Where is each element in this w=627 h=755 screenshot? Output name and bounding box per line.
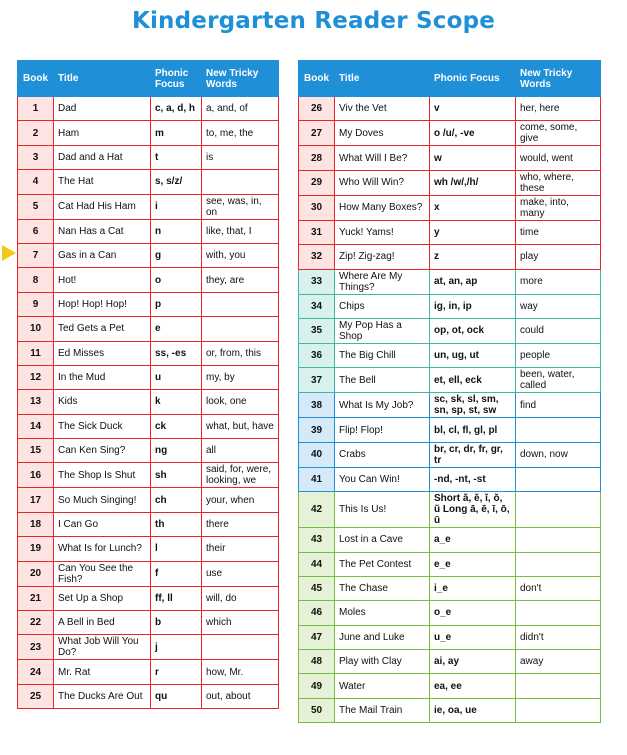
phonic-focus: op, ot, ock: [430, 318, 516, 343]
phonic-focus: f: [151, 561, 202, 586]
book-title: Play with Clay: [335, 650, 430, 674]
table-row: [18, 268, 279, 292]
tricky-words: [516, 674, 601, 698]
phonic-focus: m: [151, 121, 202, 145]
phonic-focus: l: [151, 537, 202, 561]
tricky-words: play: [516, 245, 601, 269]
phonic-focus: g: [151, 243, 202, 267]
book-number: 10: [18, 317, 54, 341]
tricky-words: [516, 492, 601, 528]
phonic-focus: -nd, -nt, -st: [430, 467, 516, 491]
tricky-words: [516, 698, 601, 722]
tricky-words: make, into, many: [516, 195, 601, 220]
book-number: 39: [299, 418, 335, 442]
tricky-words: out, about: [202, 684, 279, 708]
tricky-words: see, was, in, on: [202, 194, 279, 219]
book-number: 5: [18, 194, 54, 219]
book-title: The Bell: [335, 368, 430, 393]
book-title: Dad and a Hat: [54, 145, 151, 169]
book-title: Moles: [335, 601, 430, 625]
book-number: 11: [18, 341, 54, 365]
tricky-words: don't: [516, 576, 601, 600]
scope-table-books-26-50: [298, 60, 601, 723]
header-phonic-focus: Phonic Focus: [151, 61, 202, 97]
book-title: Set Up a Shop: [54, 586, 151, 610]
book-number: 14: [18, 414, 54, 438]
phonic-focus: o: [151, 268, 202, 292]
phonic-focus: at, an, ap: [430, 269, 516, 294]
header-new-tricky-words: New Tricky Words: [516, 61, 601, 97]
table-row: [299, 318, 601, 343]
phonic-focus: b: [151, 611, 202, 635]
book-number: 9: [18, 292, 54, 316]
book-number: 50: [299, 698, 335, 722]
phonic-focus: k: [151, 390, 202, 414]
page-title: Kindergarten Reader Scope: [131, 8, 496, 34]
phonic-focus: o /u/, -ve: [430, 121, 516, 146]
tricky-words: [202, 635, 279, 660]
book-number: 21: [18, 586, 54, 610]
book-title: I Can Go: [54, 512, 151, 536]
table-row: [18, 561, 279, 586]
tricky-words: away: [516, 650, 601, 674]
phonic-focus: Short ă, ĕ, ĭ, ŏ, ŭ Long ā, ē, ī, ō, ū: [430, 492, 516, 528]
book-number: 48: [299, 650, 335, 674]
book-number: 3: [18, 145, 54, 169]
phonic-focus: ch: [151, 488, 202, 512]
table-row: [18, 611, 279, 635]
phonic-focus: c, a, d, h: [151, 97, 202, 121]
book-title: A Bell in Bed: [54, 611, 151, 635]
current-book-marker-icon: [2, 245, 16, 261]
table-row: [18, 365, 279, 389]
book-title: Can Ken Sing?: [54, 439, 151, 463]
header-book: Book: [18, 61, 54, 97]
table-row: [299, 467, 601, 491]
book-number: 20: [18, 561, 54, 586]
book-number: 33: [299, 269, 335, 294]
tricky-words: or, from, this: [202, 341, 279, 365]
book-number: 1: [18, 97, 54, 121]
tricky-words: [516, 467, 601, 491]
table-row: [18, 414, 279, 438]
table-body-right: [299, 97, 601, 723]
tricky-words: said, for, were, looking, we: [202, 463, 279, 488]
header-title: Title: [54, 61, 151, 97]
book-title: Can You See the Fish?: [54, 561, 151, 586]
table-row: [299, 625, 601, 649]
book-title: How Many Boxes?: [335, 195, 430, 220]
phonic-focus: n: [151, 219, 202, 243]
book-title: What Job Will You Do?: [54, 635, 151, 660]
tricky-words: what, but, have: [202, 414, 279, 438]
phonic-focus: z: [430, 245, 516, 269]
book-number: 46: [299, 601, 335, 625]
table-row: [299, 601, 601, 625]
phonic-focus: y: [430, 220, 516, 244]
book-title: Cat Had His Ham: [54, 194, 151, 219]
phonic-focus: wh /w/,/h/: [430, 170, 516, 195]
phonic-focus: ng: [151, 439, 202, 463]
table-row: [18, 243, 279, 267]
table-row: [299, 576, 601, 600]
phonic-focus: e_e: [430, 552, 516, 576]
tricky-words: their: [202, 537, 279, 561]
phonic-focus: p: [151, 292, 202, 316]
tricky-words: a, and, of: [202, 97, 279, 121]
book-number: 4: [18, 170, 54, 194]
book-title: Who Will Win?: [335, 170, 430, 195]
book-title: My Pop Has a Shop: [335, 318, 430, 343]
book-title: Ted Gets a Pet: [54, 317, 151, 341]
book-title: Mr. Rat: [54, 660, 151, 684]
phonic-focus: sc, sk, sl, sm, sn, sp, st, sw: [430, 393, 516, 418]
phonic-focus: ck: [151, 414, 202, 438]
book-title: Lost in a Cave: [335, 528, 430, 552]
tricky-words: which: [202, 611, 279, 635]
table-row: [18, 635, 279, 660]
tricky-words: will, do: [202, 586, 279, 610]
book-number: 27: [299, 121, 335, 146]
tricky-words: [516, 552, 601, 576]
phonic-focus: un, ug, ut: [430, 343, 516, 367]
table-row: [299, 528, 601, 552]
book-title: Water: [335, 674, 430, 698]
tricky-words: [202, 317, 279, 341]
book-title: What Is for Lunch?: [54, 537, 151, 561]
header-title: Title: [335, 61, 430, 97]
table-row: [18, 463, 279, 488]
book-number: 8: [18, 268, 54, 292]
tricky-words: your, when: [202, 488, 279, 512]
tricky-words: they, are: [202, 268, 279, 292]
book-number: 2: [18, 121, 54, 145]
book-number: 44: [299, 552, 335, 576]
book-title: Crabs: [335, 442, 430, 467]
table-row: [299, 245, 601, 269]
phonic-focus: ff, ll: [151, 586, 202, 610]
book-number: 18: [18, 512, 54, 536]
table-header-row: [299, 61, 601, 97]
phonic-focus: bl, cl, fl, gl, pl: [430, 418, 516, 442]
book-number: 24: [18, 660, 54, 684]
table-row: [18, 660, 279, 684]
table-row: [18, 219, 279, 243]
phonic-focus: sh: [151, 463, 202, 488]
table-row: [299, 393, 601, 418]
tricky-words: down, now: [516, 442, 601, 467]
tricky-words: time: [516, 220, 601, 244]
book-title: Flip! Flop!: [335, 418, 430, 442]
phonic-focus: qu: [151, 684, 202, 708]
table-body-left: [18, 97, 279, 709]
book-number: 40: [299, 442, 335, 467]
book-number: 29: [299, 170, 335, 195]
table-row: [299, 170, 601, 195]
book-number: 41: [299, 467, 335, 491]
table-header-row: [18, 61, 279, 97]
book-number: 31: [299, 220, 335, 244]
table-row: [18, 537, 279, 561]
table-row: [299, 195, 601, 220]
phonic-focus: u: [151, 365, 202, 389]
book-title: Viv the Vet: [335, 97, 430, 121]
phonic-focus: j: [151, 635, 202, 660]
phonic-focus: ig, in, ip: [430, 294, 516, 318]
phonic-focus: t: [151, 145, 202, 169]
book-number: 15: [18, 439, 54, 463]
book-number: 43: [299, 528, 335, 552]
tricky-words: like, that, I: [202, 219, 279, 243]
header-phonic-focus: Phonic Focus: [430, 61, 516, 97]
table-row: [18, 390, 279, 414]
tricky-words: come, some, give: [516, 121, 601, 146]
table-row: [299, 674, 601, 698]
table-row: [299, 650, 601, 674]
book-title: The Pet Contest: [335, 552, 430, 576]
tricky-words: who, where, these: [516, 170, 601, 195]
book-title: Ham: [54, 121, 151, 145]
book-title: The Big Chill: [335, 343, 430, 367]
phonic-focus: u_e: [430, 625, 516, 649]
phonic-focus: ie, oa, ue: [430, 698, 516, 722]
tricky-words: with, you: [202, 243, 279, 267]
table-row: [299, 97, 601, 121]
tricky-words: could: [516, 318, 601, 343]
book-title: You Can Win!: [335, 467, 430, 491]
phonic-focus: x: [430, 195, 516, 220]
table-row: [18, 512, 279, 536]
tricky-words: how, Mr.: [202, 660, 279, 684]
book-title: Dad: [54, 97, 151, 121]
table-row: [299, 442, 601, 467]
book-number: 37: [299, 368, 335, 393]
table-row: [18, 194, 279, 219]
tricky-words: her, here: [516, 97, 601, 121]
tricky-words: all: [202, 439, 279, 463]
phonic-focus: i: [151, 194, 202, 219]
tricky-words: would, went: [516, 146, 601, 170]
book-title: The Hat: [54, 170, 151, 194]
table-row: [299, 418, 601, 442]
phonic-focus: br, cr, dr, fr, gr, tr: [430, 442, 516, 467]
book-number: 30: [299, 195, 335, 220]
book-title: This Is Us!: [335, 492, 430, 528]
book-number: 23: [18, 635, 54, 660]
book-title: Where Are My Things?: [335, 269, 430, 294]
table-row: [299, 492, 601, 528]
phonic-focus: r: [151, 660, 202, 684]
phonic-focus: ai, ay: [430, 650, 516, 674]
book-title: So Much Singing!: [54, 488, 151, 512]
tricky-words: [516, 601, 601, 625]
book-number: 26: [299, 97, 335, 121]
book-title: The Sick Duck: [54, 414, 151, 438]
table-row: [18, 341, 279, 365]
tricky-words: [202, 170, 279, 194]
tricky-words: find: [516, 393, 601, 418]
book-title: The Ducks Are Out: [54, 684, 151, 708]
book-number: 28: [299, 146, 335, 170]
tricky-words: use: [202, 561, 279, 586]
table-row: [299, 294, 601, 318]
phonic-focus: ea, ee: [430, 674, 516, 698]
book-number: 45: [299, 576, 335, 600]
table-row: [299, 343, 601, 367]
book-title: Nan Has a Cat: [54, 219, 151, 243]
book-number: 49: [299, 674, 335, 698]
book-title: The Shop Is Shut: [54, 463, 151, 488]
book-title: Zip! Zig-zag!: [335, 245, 430, 269]
header-book: Book: [299, 61, 335, 97]
table-row: [18, 439, 279, 463]
phonic-focus: s, s/z/: [151, 170, 202, 194]
book-title: Ed Misses: [54, 341, 151, 365]
tricky-words: been, water, called: [516, 368, 601, 393]
phonic-focus: o_e: [430, 601, 516, 625]
scope-table-books-1-25: [17, 60, 279, 709]
phonic-focus: et, ell, eck: [430, 368, 516, 393]
book-number: 38: [299, 393, 335, 418]
book-number: 16: [18, 463, 54, 488]
tricky-words: way: [516, 294, 601, 318]
table-row: [299, 146, 601, 170]
tricky-words: look, one: [202, 390, 279, 414]
tricky-words: is: [202, 145, 279, 169]
phonic-focus: i_e: [430, 576, 516, 600]
table-row: [18, 121, 279, 145]
tricky-words: there: [202, 512, 279, 536]
tricky-words: people: [516, 343, 601, 367]
book-number: 42: [299, 492, 335, 528]
tricky-words: my, by: [202, 365, 279, 389]
phonic-focus: w: [430, 146, 516, 170]
book-number: 22: [18, 611, 54, 635]
book-number: 34: [299, 294, 335, 318]
book-title: Hot!: [54, 268, 151, 292]
phonic-focus: th: [151, 512, 202, 536]
book-number: 47: [299, 625, 335, 649]
book-title: Gas in a Can: [54, 243, 151, 267]
book-title: Yuck! Yams!: [335, 220, 430, 244]
table-row: [299, 368, 601, 393]
book-title: My Doves: [335, 121, 430, 146]
book-number: 19: [18, 537, 54, 561]
tricky-words: [516, 528, 601, 552]
book-number: 36: [299, 343, 335, 367]
tricky-words: [516, 418, 601, 442]
book-title: Chips: [335, 294, 430, 318]
book-title: The Chase: [335, 576, 430, 600]
book-number: 32: [299, 245, 335, 269]
book-title: What Is My Job?: [335, 393, 430, 418]
book-title: The Mail Train: [335, 698, 430, 722]
table-row: [18, 586, 279, 610]
book-number: 12: [18, 365, 54, 389]
header-new-tricky-words: New Tricky Words: [202, 61, 279, 97]
tricky-words: more: [516, 269, 601, 294]
book-number: 25: [18, 684, 54, 708]
phonic-focus: e: [151, 317, 202, 341]
book-title: Hop! Hop! Hop!: [54, 292, 151, 316]
table-row: [18, 684, 279, 708]
table-row: [299, 269, 601, 294]
table-row: [299, 121, 601, 146]
book-number: 17: [18, 488, 54, 512]
table-row: [18, 317, 279, 341]
phonic-focus: v: [430, 97, 516, 121]
table-row: [18, 488, 279, 512]
table-row: [18, 145, 279, 169]
table-row: [299, 220, 601, 244]
book-number: 13: [18, 390, 54, 414]
tricky-words: to, me, the: [202, 121, 279, 145]
table-row: [299, 552, 601, 576]
table-row: [18, 97, 279, 121]
book-title: In the Mud: [54, 365, 151, 389]
book-title: Kids: [54, 390, 151, 414]
tricky-words: [202, 292, 279, 316]
table-row: [299, 698, 601, 722]
book-number: 7: [18, 243, 54, 267]
phonic-focus: a_e: [430, 528, 516, 552]
book-title: June and Luke: [335, 625, 430, 649]
book-number: 35: [299, 318, 335, 343]
tricky-words: didn't: [516, 625, 601, 649]
book-number: 6: [18, 219, 54, 243]
table-row: [18, 292, 279, 316]
book-title: What Will I Be?: [335, 146, 430, 170]
phonic-focus: ss, -es: [151, 341, 202, 365]
table-row: [18, 170, 279, 194]
